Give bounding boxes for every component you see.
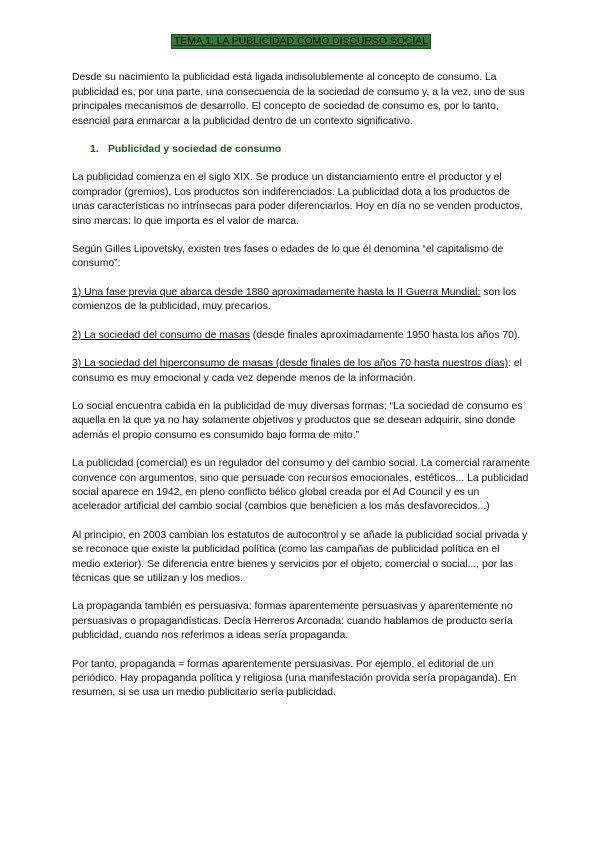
title-wrap: [72, 34, 530, 49]
phase-2: [72, 329, 530, 343]
phase-2-label: 2) La sociedad del consumo de masas: [72, 329, 250, 341]
document-title: TEMA 1: LA PUBLICIDAD COMO DISCURSO SOCIAL: [171, 34, 431, 49]
paragraph-origins: La publicidad comienza en el siglo XIX. Se produce un distanciamiento entre el productor y el comprador (gremios), Los productos son indiferenciados. La publicidad dota a los productos de unas características no intrínsecas para poder diferenciarlos. Hoy en día no se venden productos, sino marcas: lo que importa es el valor de marca.: [72, 172, 523, 227]
phase-2-text: (desde finales aproximadamente 1950 hasta los años 70).: [249, 329, 521, 341]
paragraph-propaganda: La propaganda también es persuasiva: formas aparentemente persuasivas y aparentemente no persuasivas o propagandísticas. Decía Herreros Arconada: cuando hablamos de producto sería publicidad, cuando nos referimos a ideas sería propaganda.: [72, 601, 513, 642]
paragraph-summary: Por tanto, propaganda = formas aparentemente persuasivas. Por ejemplo, el editorial de un periódico. Hay propaganda política y religiosa (una manifestación provida sería propaganda). En resumen, si se usa un medio publicitario sería publicidad.: [72, 658, 517, 699]
section-number: 1.: [90, 144, 99, 156]
phase-3-label: 3) La sociedad del hiperconsumo de masas (desde finales de los años 70 hasta nuestros días): [72, 358, 509, 370]
document-page: [72, 34, 530, 715]
phase-1-label: 1) Una fase previa que abarca desde 1880 aproximadamente hasta la II Guerra Mundial:: [72, 286, 481, 298]
paragraph-lipovetsky: Según Gilles Lipovetsky, existen tres fases o edades de lo que él denomina “el capitalismo de consumo”:: [72, 244, 504, 270]
paragraph-social: Lo social encuentra cabida en la publicidad de muy diversas formas: “La sociedad de consumo es aquella en la que ya no hay solamente objetivos y productos que se desean adquirir, sino donde además el propio consumo es consumido bajo forma de mito.”: [72, 400, 523, 441]
section-title: Publicidad y sociedad de consumo: [108, 144, 282, 156]
phase-1-text: son los comienzos de la publicidad, muy precarios.: [72, 286, 517, 313]
paragraph-autocontrol: Al principio, en 2003 cambian los estatutos de autocontrol y se añade la publicidad social privada y se reconoce que existe la publicidad política (como las campañas de publicidad política en el medio exterior). Se diferencia entre bienes y servicios por el objeto, comercial o social..., por las técnicas que se utilizan y los medios.: [72, 529, 528, 584]
paragraph-commercial: La publicidad (comercial) es un regulador del consumo y del cambio social. La comercial raramente convence con argumentos, sino que persuade con recursos emocionales, estéticos... La publicidad social aparece en 1942, en pleno conflicto bélico global creada por el Ad Council y es un acelerador artificial del cambio social (cambios que beneficien a los más desfavorecidos...): [72, 458, 530, 513]
section-heading: [90, 143, 530, 157]
intro-paragraph: Desde su nacimiento la publicidad está ligada indisolublemente al concepto de consumo. La publicidad es, por una parte, una consecuencia de la sociedad de consumo y, a la vez, uno de sus principales mecanismos de desarrollo. El concepto de sociedad de consumo es, por lo tanto, esencial para enmarcar a la publicidad dentro de un contexto significativo.: [72, 72, 525, 127]
phase-1: [72, 286, 530, 315]
phase-3-text: : el consumo es muy emocional y cada vez depende menos de la información.: [72, 358, 522, 384]
phase-3: [72, 357, 530, 386]
